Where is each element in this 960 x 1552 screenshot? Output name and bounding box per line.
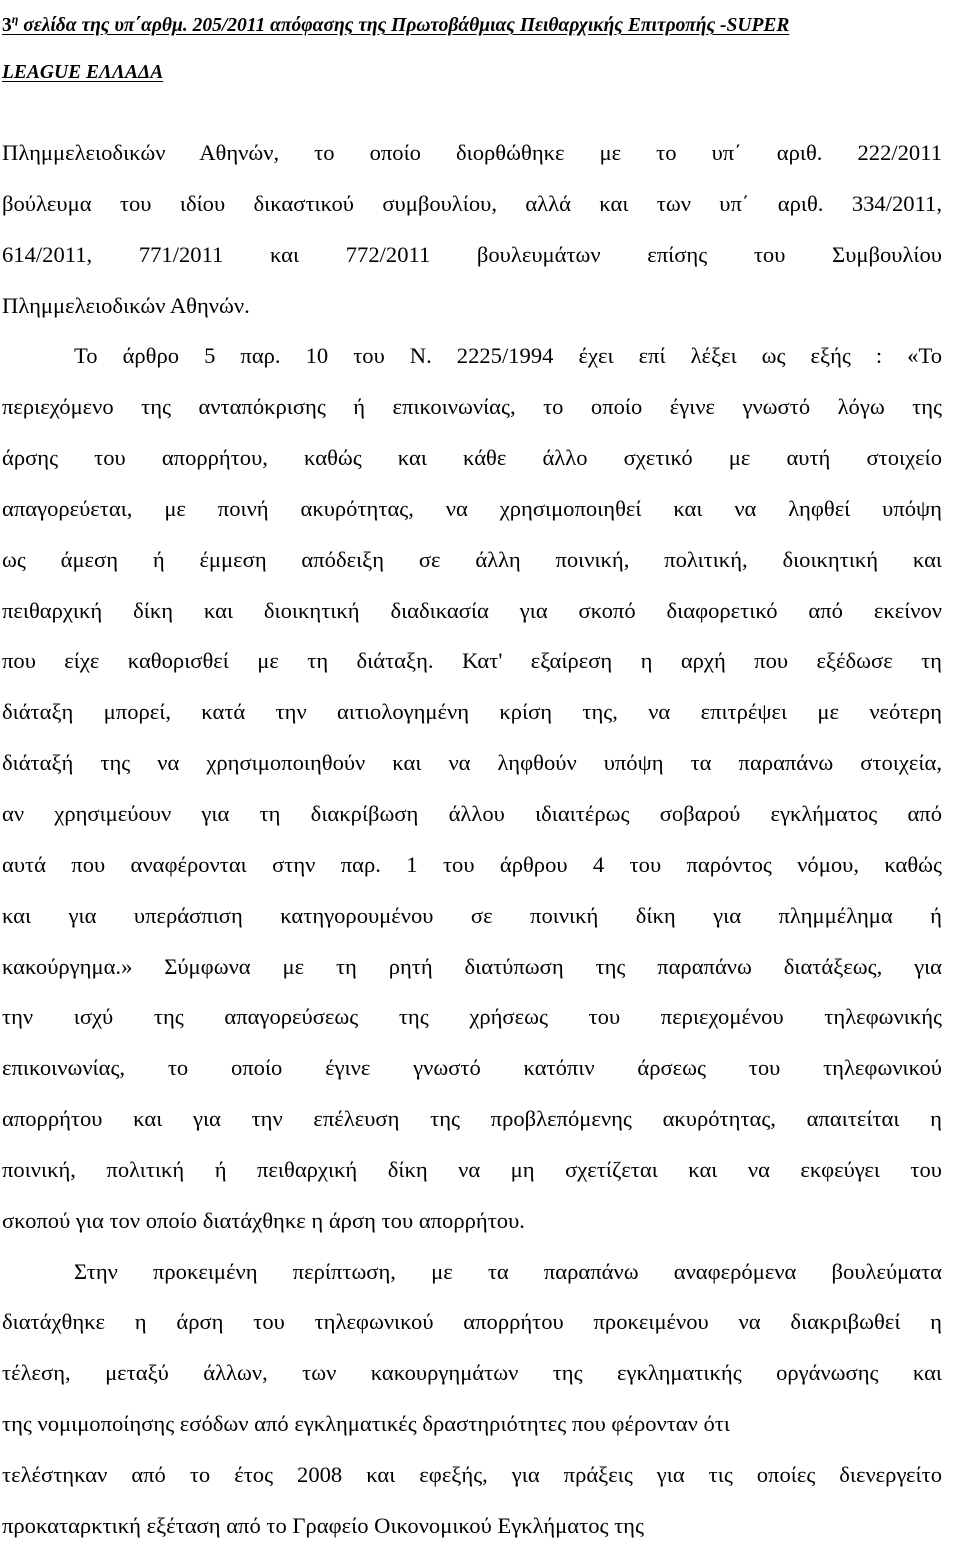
page-header [2, 2, 958, 96]
body-line: διάταξη μπορεί, κατά την αιτιολογημένη κρίση της, να επιτρέψει με νεότερη [2, 699, 942, 725]
body-line: προκαταρκτική εξέταση από το Γραφείο Οικονομικού Εγκλήματος της [2, 1512, 644, 1538]
document-body [2, 128, 942, 1552]
body-line: και για υπεράσπιση κατηγορουμένου σε ποινική δίκη για πλημμέλημα ή [2, 902, 942, 928]
body-line: τελέστηκαν από το έτος 2008 και εφεξής, για πράξεις για τις οποίες διενεργείτο [2, 1461, 942, 1487]
body-line: αυτά που αναφέρονται στην παρ. 1 του άρθρου 4 του παρόντος νόμου, καθώς [2, 851, 942, 877]
body-line: σκοπού για τον οποίο διατάχθηκε η άρση του απορρήτου. [2, 1207, 525, 1233]
body-line: Πλημμελειοδικών Αθηνών. [2, 292, 250, 318]
body-line: βούλευμα του ιδίου δικαστικού συμβουλίου, αλλά και των υπ΄ αριθ. 334/2011, [2, 190, 942, 216]
body-line: ποινική, πολιτική ή πειθαρχική δίκη να μη σχετίζεται και να εκφεύγει του [2, 1156, 942, 1182]
body-line: κακούργημα.» Σύμφωνα με τη ρητή διατύπωση της παραπάνω διατάξεως, για [2, 953, 942, 979]
body-line: διατάχθηκε η άρση του τηλεφωνικού απορρήτου προκειμένου να διακριβωθεί η [2, 1309, 942, 1335]
body-line: απαγορεύεται, με ποινή ακυρότητας, να χρησιμοποιηθεί και να ληφθεί υπόψη [2, 495, 942, 521]
body-line: της νομιμοποίησης εσόδων από εγκληματικές δραστηριότητες που φέρονταν ότι [2, 1411, 730, 1437]
body-line: αν χρησιμεύουν για τη διακρίβωση άλλου ιδιαιτέρως σοβαρού εγκλήματος από [2, 800, 942, 826]
body-line: πειθαρχική δίκη και διοικητική διαδικασία για σκοπό διαφορετικό από εκείνον [2, 597, 942, 623]
body-line: διάταξή της να χρησιμοποιηθούν και να ληφθούν υπόψη τα παραπάνω στοιχεία, [2, 750, 942, 776]
body-line: περιεχόμενο της ανταπόκρισης ή επικοινωνίας, το οποίο έγινε γνωστό λόγω της [2, 394, 942, 420]
body-line: άρσης του απορρήτου, καθώς και κάθε άλλο σχετικό με αυτή στοιχείο [2, 445, 942, 471]
body-line: Στην προκειμένη περίπτωση, με τα παραπάνω αναφερόμενα βουλεύματα [74, 1258, 942, 1284]
body-line: Το άρθρο 5 παρ. 10 του Ν. 2225/1994 έχει επί λέξει ως εξής : «Το [74, 343, 942, 369]
body-line: ως άμεση ή έμμεση απόδειξη σε άλλη ποινική, πολιτική, διοικητική και [2, 546, 942, 572]
body-line: που είχε καθορισθεί με τη διάταξη. Κατ' εξαίρεση η αρχή που εξέδωσε τη [2, 648, 942, 674]
header-text: σελίδα της υπ΄αρθμ. 205/2011 απόφασης της Πρωτοβάθμιας Πειθαρχικής Επιτροπής -SUPER [18, 15, 790, 36]
page-ordinal: η [11, 12, 19, 26]
body-line: 614/2011, 771/2011 και 772/2011 βουλευμάτων επίσης του Συμβουλίου [2, 241, 942, 267]
page-number: 3 [2, 15, 12, 36]
body-line: τέλεση, μεταξύ άλλων, των κακουργημάτων της εγκληματικής οργάνωσης και [2, 1360, 942, 1386]
body-line: την ισχύ της απαγορεύσεως της χρήσεως του περιεχομένου τηλεφωνικής [2, 1004, 942, 1030]
header-text-line2: LEAGUE ΕΛΛΑΔΑ [2, 62, 164, 83]
body-line: απορρήτου και για την επέλευση της προβλεπόμενης ακυρότητας, απαιτείται η [2, 1106, 942, 1132]
body-line: επικοινωνίας, το οποίο έγινε γνωστό κατόπιν άρσεως του τηλεφωνικού [2, 1055, 942, 1081]
body-line: Πλημμελειοδικών Αθηνών, το οποίο διορθώθηκε με το υπ΄ αριθ. 222/2011 [2, 140, 942, 165]
